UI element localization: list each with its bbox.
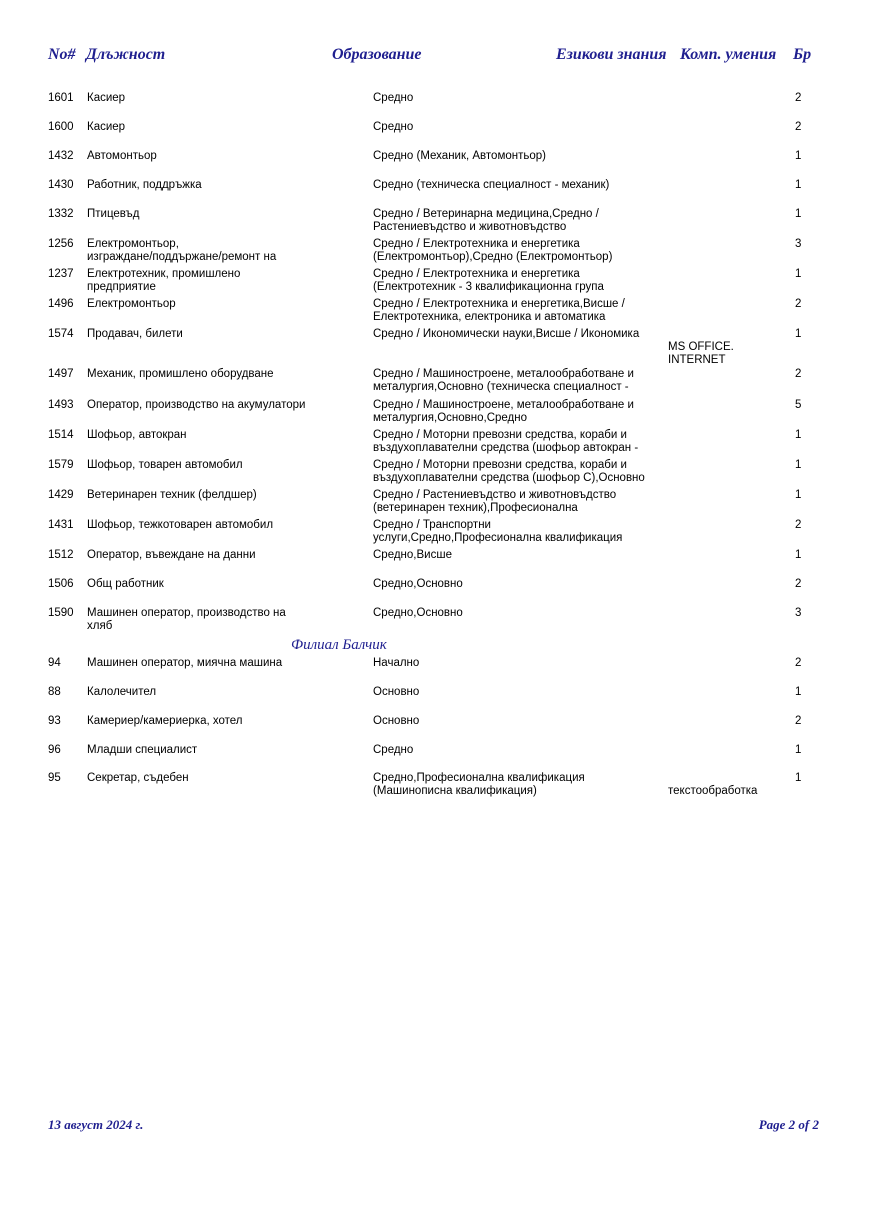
row-number: 1600 — [48, 121, 74, 133]
row-position: Птицевъд — [87, 208, 140, 220]
header-education: Образование — [332, 46, 422, 63]
row-count: 2 — [795, 578, 802, 590]
row-position: Шофьор, тежкотоварен автомобил — [87, 519, 274, 531]
row-count: 1 — [795, 150, 802, 162]
row-number: 1432 — [48, 150, 74, 162]
row-position: Оператор, въвеждане на данни — [87, 549, 256, 561]
row-count: 1 — [795, 268, 802, 280]
row-education: Средно (Механик, Автомонтьор) — [373, 150, 546, 162]
row-position: Машинен оператор, миячна машина — [87, 657, 283, 669]
row-number: 1512 — [48, 549, 74, 561]
row-number: 1493 — [48, 399, 74, 411]
row-count: 1 — [795, 328, 802, 340]
row-education: Средно / Електротехника и енергетика,Висше / Електротехника, електроника и автоматика — [373, 298, 625, 323]
row-position: Електромонтьор — [87, 298, 176, 310]
row-position: Касиер — [87, 92, 126, 104]
row-education: Средно / Моторни превозни средства, кораби и въздухоплавателни средства (шофьор С),Основно — [373, 459, 645, 484]
row-position: Електротехник, промишлено предприятие — [87, 268, 241, 293]
row-position: Ветеринарен техник (фелдшер) — [87, 489, 257, 501]
row-position: Машинен оператор, производство на хляб — [87, 607, 286, 632]
row-count: 2 — [795, 92, 802, 104]
row-position: Оператор, производство на акумулатори — [87, 399, 306, 411]
row-position: Калолечител — [87, 686, 157, 698]
header-count: Бр — [793, 46, 812, 63]
row-education: Средно,Висше — [373, 549, 452, 561]
row-number: 1590 — [48, 607, 74, 619]
row-education: Средно (техническа специалност - механик) — [373, 179, 610, 191]
row-education: Средно — [373, 744, 414, 756]
row-education: Средно,Основно — [373, 578, 463, 590]
row-count: 1 — [795, 208, 802, 220]
row-number: 1429 — [48, 489, 74, 501]
row-education: Средно,Професионална квалификация (Машинописна квалификация) — [373, 772, 585, 797]
row-number: 88 — [48, 686, 61, 698]
row-number: 94 — [48, 657, 61, 669]
header-computer-skills: Комп. умения — [680, 46, 777, 63]
row-education: Средно — [373, 121, 414, 133]
header-position: Длъжност — [86, 46, 166, 63]
row-count: 2 — [795, 368, 802, 380]
row-number: 1431 — [48, 519, 74, 531]
row-number: 96 — [48, 744, 61, 756]
row-education: Средно / Машиностроене, металообработване и металургия,Основно,Средно — [373, 399, 634, 424]
row-count: 2 — [795, 121, 802, 133]
row-count: 1 — [795, 489, 802, 501]
row-count: 1 — [795, 744, 802, 756]
row-number: 1514 — [48, 429, 74, 441]
row-number: 95 — [48, 772, 61, 784]
row-education: Средно / Електротехника и енергетика (Електромонтьор),Средно (Електромонтьор) — [373, 238, 613, 263]
row-count: 3 — [795, 238, 802, 250]
footer-page-number: Page 2 of 2 — [758, 1117, 819, 1132]
footer-date: 13 август 2024 г. — [48, 1117, 144, 1132]
header-no: No# — [48, 46, 76, 63]
row-number: 1256 — [48, 238, 74, 250]
row-number: 1574 — [48, 328, 74, 340]
row-count: 1 — [795, 686, 802, 698]
row-position: Шофьор, автокран — [87, 429, 187, 441]
row-number: 1506 — [48, 578, 74, 590]
row-position: Продавач, билети — [87, 328, 183, 340]
row-count: 2 — [795, 715, 802, 727]
row-position: Секретар, съдебен — [87, 772, 189, 784]
row-count: 1 — [795, 459, 802, 471]
row-position: Автомонтьор — [87, 150, 157, 162]
row-computer-skills: текстообработка — [668, 785, 758, 797]
row-number: 1601 — [48, 92, 74, 104]
row-number: 1430 — [48, 179, 74, 191]
row-education: Средно / Моторни превозни средства, кораби и въздухоплавателни средства (шофьор автокран - — [373, 429, 639, 454]
row-count: 2 — [795, 657, 802, 669]
row-count: 1 — [795, 772, 802, 784]
row-count: 1 — [795, 549, 802, 561]
row-number: 1237 — [48, 268, 74, 280]
row-count: 3 — [795, 607, 802, 619]
row-computer-skills: MS OFFICE. INTERNET — [668, 341, 734, 366]
row-education: Средно / Икономически науки,Висше / Икономика — [373, 328, 640, 340]
row-number: 93 — [48, 715, 61, 727]
row-education: Средно / Ветеринарна медицина,Средно / Растениевъдство и животновъдство — [373, 208, 599, 233]
row-position: Младши специалист — [87, 744, 198, 756]
row-number: 1332 — [48, 208, 74, 220]
row-position: Механик, промишлено оборудване — [87, 368, 274, 380]
row-position: Камериер/камериерка, хотел — [87, 715, 243, 727]
row-number: 1496 — [48, 298, 74, 310]
row-education: Основно — [373, 686, 420, 698]
branch-title: Филиал Балчик — [291, 637, 387, 653]
row-education: Начално — [373, 657, 420, 669]
row-education: Средно / Електротехника и енергетика (Електротехник - 3 квалификационна група — [373, 268, 604, 293]
row-education: Средно,Основно — [373, 607, 463, 619]
header-languages: Езикови знания — [556, 46, 667, 63]
row-education: Основно — [373, 715, 420, 727]
row-position: Шофьор, товарен автомобил — [87, 459, 243, 471]
row-position: Общ работник — [87, 578, 164, 590]
row-position: Работник, поддръжка — [87, 179, 202, 191]
row-count: 5 — [795, 399, 802, 411]
row-education: Средно / Растениевъдство и животновъдство (ветеринарен техник),Професионална — [373, 489, 617, 514]
row-count: 1 — [795, 179, 802, 191]
row-count: 1 — [795, 429, 802, 441]
row-count: 2 — [795, 519, 802, 531]
row-count: 2 — [795, 298, 802, 310]
row-position: Касиер — [87, 121, 126, 133]
row-education: Средно / Транспортни услуги,Средно,Професионална квалификация — [373, 519, 623, 544]
row-position: Електромонтьор, изграждане/поддържане/ремонт на — [87, 238, 277, 263]
row-education: Средно / Машиностроене, металообработване и металургия,Основно (техническа специалност - — [373, 368, 634, 393]
row-number: 1579 — [48, 459, 74, 471]
row-education: Средно — [373, 92, 414, 104]
row-number: 1497 — [48, 368, 74, 380]
